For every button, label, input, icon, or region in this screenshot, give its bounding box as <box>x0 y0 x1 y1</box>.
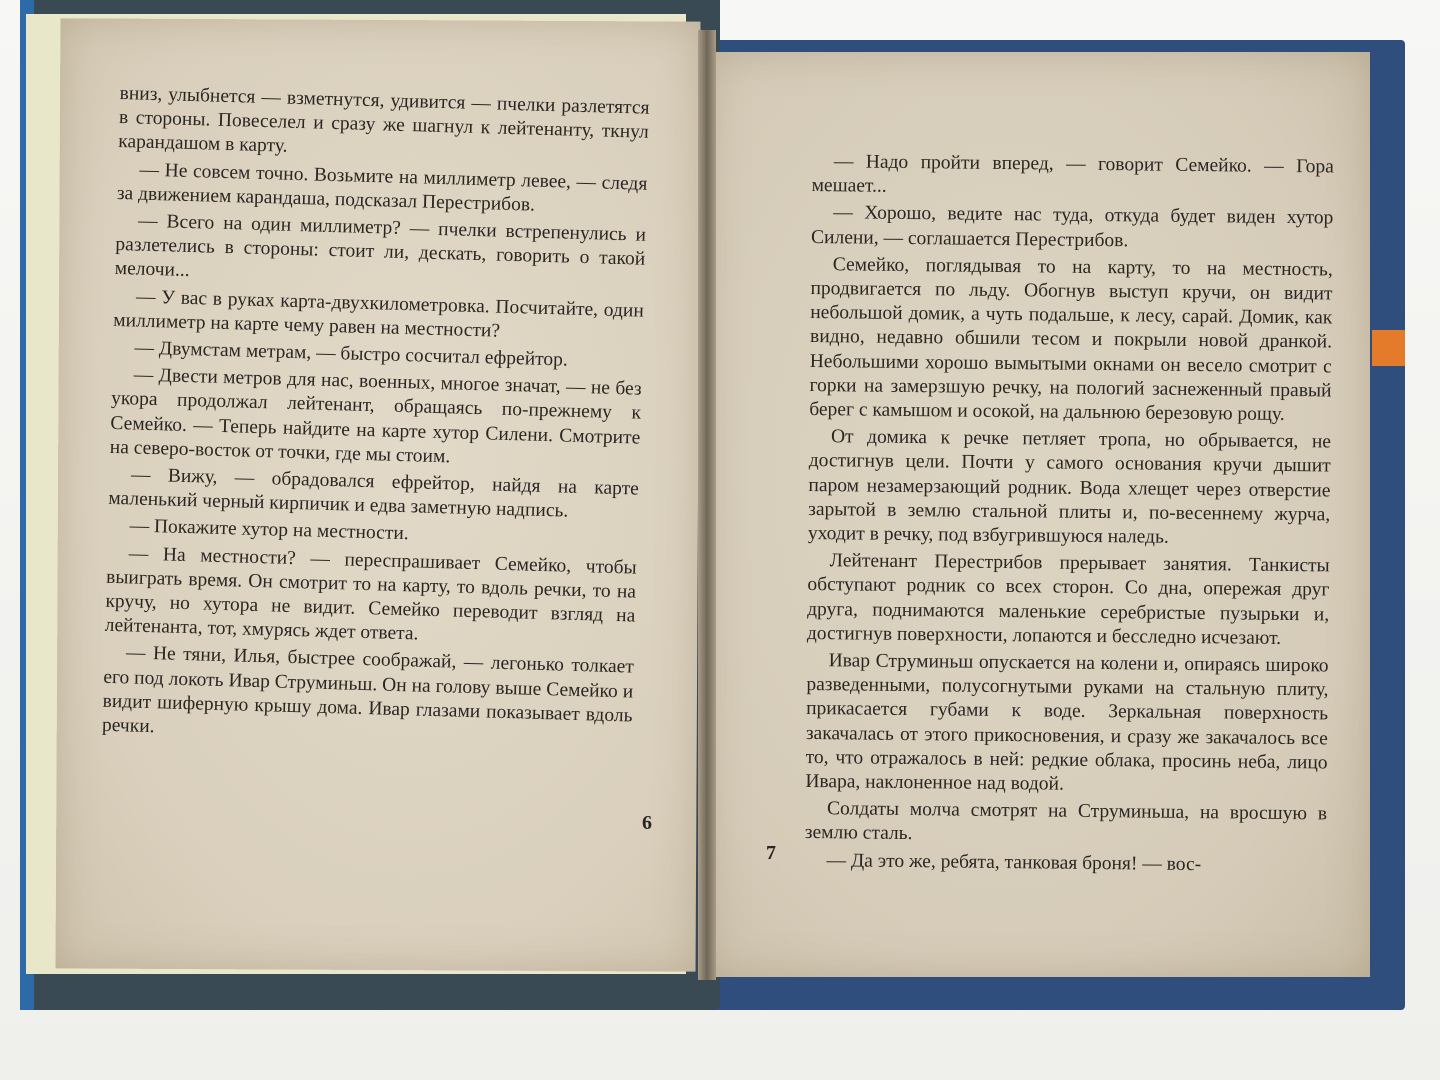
left-paragraph: — У вас в руках карта-двухкилометровка. Посчитайте, один миллиметр на карте чему равен на местности? <box>113 286 645 342</box>
right-page-number: 7 <box>766 842 776 864</box>
right-paragraph: Ивар Струминьш опускается на колени и, опираясь широко разведенными, полусогнутыми руками на стальную плиту, прикасается губами к воде. Зеркальная поверхность закачалась от этого прикосновения, и сразу же закачалось все то, что отражалось в ней: редкие облака, просинь неба, лицо Ивара, наклоненное над водой. <box>805 650 1329 795</box>
left-paragraph: — Не тяни, Илья, быстрее соображай, — легонько толкает его под локоть Ивар Струминьш. Он на голову выше Семейко и видит шиферную крышу дома. Ивар глазами показывает вдоль речки. <box>101 642 635 738</box>
right-paragraph: — Надо пройти вперед, — говорит Семейко. — Гора мешает... <box>811 151 1334 197</box>
left-paragraph: — Двумстам метрам, — быстро сосчитал ефрейтор. <box>134 337 569 371</box>
left-page-text <box>102 82 650 756</box>
left-paragraph: — Вижу, — обрадовался ефрейтор, найдя на карте маленький черный кирпичик и едва заметную надпись. <box>108 464 640 522</box>
left-paragraph: — На местности? — переспрашивает Семейко, чтобы выиграть время. Он смотрит то на карту, то вдоль речки, то на кручу, но хутора не видит. Семейко переводит взгляд на лейтенанта, тот, хмурясь ждет ответа. <box>104 543 637 645</box>
left-paragraph: вниз, улыбнется — взметнутся, удивится — пчелки разлетятся в стороны. Повеселел и сразу же шагнул к лейтенанту, ткнул карандашом в карту. <box>118 82 650 158</box>
book-gutter <box>698 30 716 980</box>
left-paragraph: — Покажите хутор на местности. <box>129 515 409 545</box>
right-paragraph: Семейко, поглядывая то на карту, то на местность, продвигается по льду. Обогнув выступ кручи, он видит небольшой домик, а чуть подальше, к лесу, сарай. Домик, как видно, недавно обшили тесом и покрыли новой дранкой. Небольшими хорошо вымытыми окнами он весело смотрит с горки на замерзшую речку, на пологий заснеженный правый берег с камышом и осокой, на дальнюю березовую рощу. <box>809 254 1333 425</box>
right-paragraph: От домика к речке петляет тропа, но обрывается, не достигнув цели. Почти у самого основания кручи дышит паром незамерзающий родник. Вода хлещет через отверстие зарытой в землю стальной плиты и, по-весеннему журча, уходит в речку, под взбугрившуюся наледь. <box>807 426 1332 548</box>
right-page-text <box>804 150 1334 881</box>
cover-orange-stripe <box>1372 330 1405 366</box>
right-paragraph: — Да это же, ребята, танковая броня! — вос- <box>826 849 1202 875</box>
right-paragraph: Солдаты молча смотрят на Струминьша, на вросшую в землю сталь. <box>804 798 1328 845</box>
right-paragraph: — Хорошо, ведите нас туда, откуда будет виден хутор Силени, — соглашается Перестрибов. <box>810 202 1334 251</box>
left-page-number: 6 <box>642 812 652 834</box>
left-paragraph: — Не совсем точно. Возьмите на миллиметр левее, — следя за движением карандаша, подсказал Перестрибов. <box>116 159 648 216</box>
left-paragraph: — Всего на один миллиметр? — пчелки встрепенулись и разлетелись в стороны: стоит ли, дескать, говорить о такой мелочи... <box>114 210 647 282</box>
left-paragraph: — Двести метров для нас, военных, многое значат, — не без укора продолжал лейтенант, обращаясь по-прежнему к Семейко. — Теперь найдите на карте хутор Силени. Смотрите на северо-восток от точки, где мы стоим. <box>109 364 642 468</box>
right-paragraph: Лейтенант Перестрибов прерывает занятия. Танкисты обступают родник со всех сторон. Со дна, опережая друг друга, поднимаются маленькие серебристые пузырьки и, достигнув поверхности, лопаются и бесследно исчезают. <box>806 550 1330 649</box>
